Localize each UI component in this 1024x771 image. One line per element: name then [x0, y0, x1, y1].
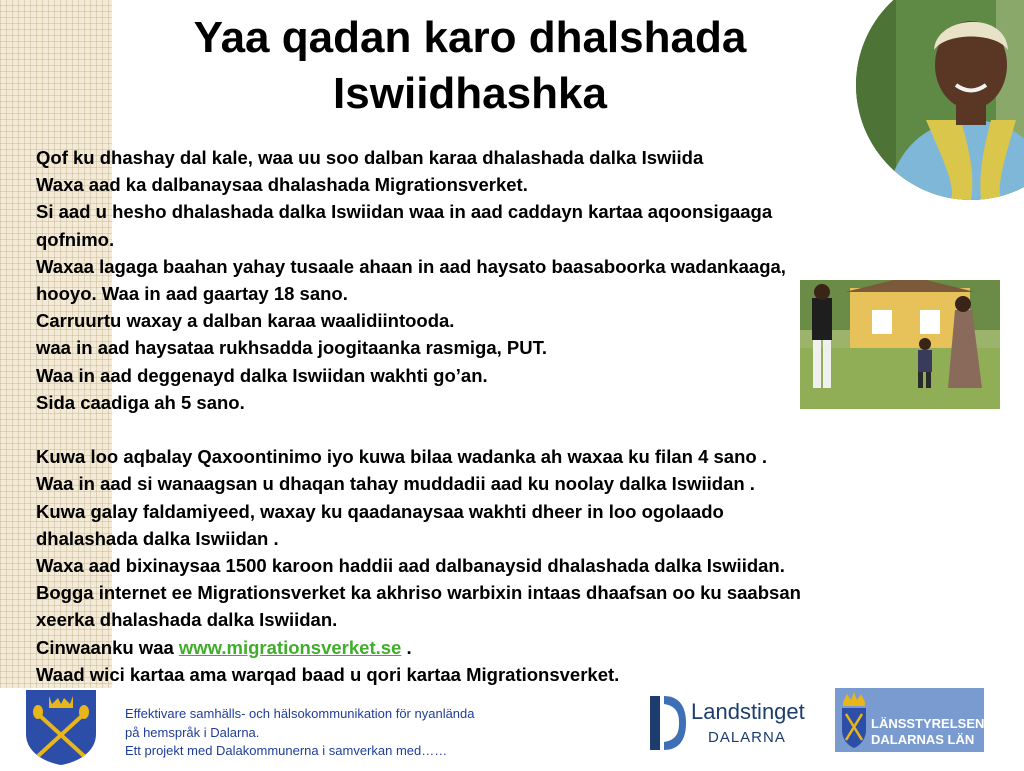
- body-line: xeerka dhalashada dalka Iswiidan.: [36, 609, 338, 631]
- body-line: Kuwa loo aqbalay Qaxoontinimo iyo kuwa bilaa wadanka ah waxaa ku filan 4 sano .: [36, 446, 767, 468]
- body-line: Waxa aad bixinaysaa 1500 karoon haddii aad dalbanaysid dhalashada dalka Iswiidan.: [36, 555, 785, 577]
- dalarna-crest-icon: [24, 688, 98, 766]
- body-line: Bogga internet ee Migrationsverket ka akhriso warbixin intaas dhaafsan oo ku saabsan: [36, 582, 801, 604]
- page-title: [120, 10, 820, 122]
- landstinget-logo-icon: [648, 694, 688, 752]
- lansstyrelsen-line2: DALARNAS LÄN: [871, 732, 975, 747]
- blank-line: [36, 416, 996, 443]
- body-line: hooyo. Waa in aad gaartay 18 sano.: [36, 283, 348, 305]
- body-line: Waxa aad ka dalbanaysaa dhalashada Migrationsverket.: [36, 174, 528, 196]
- link-suffix: .: [401, 636, 412, 658]
- family-photo: [800, 280, 1000, 409]
- body-line: dhalashada dalka Iswiidan .: [36, 527, 279, 549]
- footer-line: på hemspråk i Dalarna.: [125, 724, 260, 740]
- body-line: Waa in aad si wanaagsan u dhaqan tahay muddadii aad ku noolay dalka Iswiidan .: [36, 473, 755, 495]
- body-line: qofnimo.: [36, 228, 115, 250]
- link-prefix: Cinwaanku waa: [36, 636, 179, 658]
- landstinget-name: Landstinget: [691, 699, 805, 724]
- lansstyrelsen-crown-icon: [837, 690, 871, 750]
- footer-line: Effektivare samhälls- och hälsokommunikation för nyanlända: [125, 706, 475, 721]
- body-line: Kuwa galay faldamiyeed, waxay ku qaadanaysaa wakhti dheer in loo ogolaado: [36, 500, 724, 522]
- body-line: Carruurtu waxay a dalban karaa waalidiintooda.: [36, 310, 455, 332]
- title-line-2: Iswiidhashka: [333, 69, 607, 118]
- body-line: Sida caadiga ah 5 sano.: [36, 391, 245, 413]
- body-line: Waxaa lagaga baahan yahay tusaale ahaan in aad haysato baasaboorka wadankaaga,: [36, 255, 786, 277]
- footer-project-text: [125, 705, 585, 761]
- landstinget-sub: DALARNA: [708, 729, 786, 746]
- body-line: Si aad u hesho dhalashada dalka Iswiidan waa in aad caddayn kartaa aqoonsigaaga: [36, 201, 773, 223]
- body-line: Qof ku dhashay dal kale, waa uu soo dalban karaa dhalashada dalka Iswiida: [36, 147, 704, 168]
- body-text: [36, 144, 996, 688]
- link-line: [36, 634, 996, 661]
- lansstyrelsen-logo: [835, 688, 984, 752]
- title-line-1: Yaa qadan karo dhalshada: [193, 13, 747, 62]
- landstinget-logo: [648, 694, 818, 754]
- migrationsverket-link[interactable]: www.migrationsverket.se: [178, 636, 402, 658]
- body-line: Waa in aad deggenayd dalka Iswiidan wakhti go’an.: [36, 364, 488, 386]
- footer-line: Ett projekt med Dalakommunerna i samverkan med……: [125, 743, 448, 758]
- body-line: Waad wici kartaa ama warqad baad u qori kartaa Migrationsverket.: [36, 663, 620, 685]
- lansstyrelsen-line1: LÄNSSTYRELSEN: [871, 716, 985, 731]
- body-line: waa in aad haysataa rukhsadda joogitaanka rasmiga, PUT.: [36, 337, 547, 359]
